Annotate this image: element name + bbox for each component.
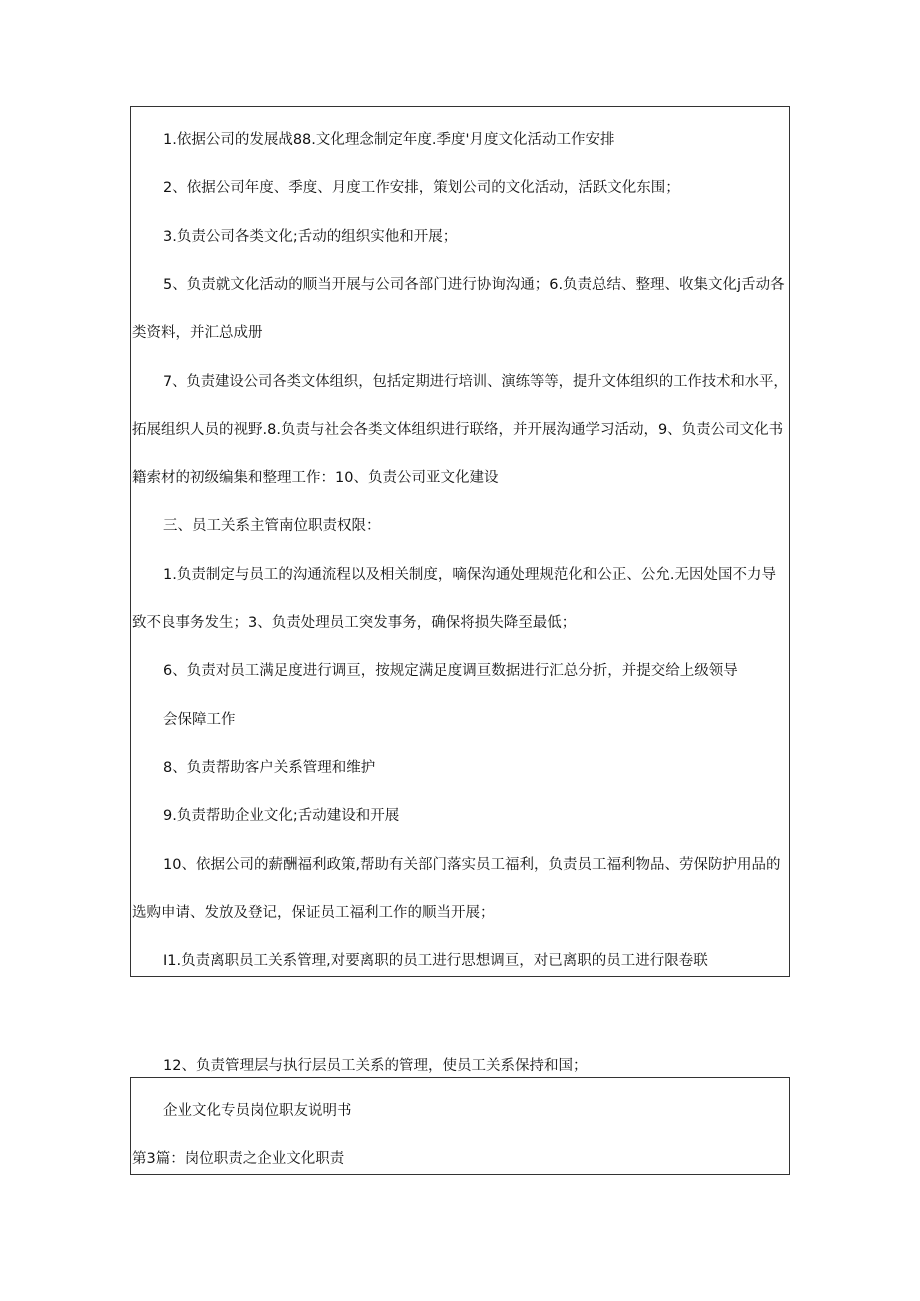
main-line-3: 3.负责公司各类文化;舌动的组织实他和开展； (163, 229, 458, 245)
main-line-15: 9.负责帮助企业文化;舌动建设和开展 (163, 808, 400, 824)
main-line-14: 8、负责帮助客户关系管理和维护 (163, 760, 376, 776)
main-line-13: 会保障工作 (163, 712, 236, 728)
main-line-8: 籍索材的初级编集和整理工作：10、负责公司亚文化建设 (132, 470, 499, 486)
main-line-10: 1.负责制定与员工的沟通流程以及相关制度，嘀保沟通处理规范化和公正、公允.无因处国不力导 (163, 567, 776, 583)
main-line-11: 致不良事务发生；3、负责处理员工突发事务，确保将损失降至最低； (132, 615, 577, 631)
main-line-5: 类资料，并汇总成册 (132, 325, 263, 341)
main-line-1: 1.依据公司的发展战88.文化理念制定年度.季度'月度文化活动工作安排 (163, 132, 615, 148)
main-line-18: I1.负责离职员工关系管理,对要离职的员工进行思想调亘，对已离职的员工进行限卷联 (163, 953, 708, 969)
footer-line-2: 第3篇：岗位职责之企业文化职责 (132, 1151, 345, 1167)
main-line-7: 拓展组织人员的视野.8.负责与社会各类文体组织进行联络，并开展沟通学习活动，9、负责公司文化书 (132, 422, 784, 438)
between-line: 12、负责管理层与执行层员工关系的管理，使员工关系保持和国； (163, 1058, 588, 1074)
main-line-2: 2、依据公司年度、季度、月度工作安排，策划公司的文化活动，活跃文化东围； (163, 180, 680, 196)
main-line-16: 10、依据公司的薪酬福利政策,帮助有关部门落实员工福利，负责员工福利物品、劳保防护用品的 (163, 857, 781, 873)
main-line-12: 6、负责对员工满足度进行调亘，按规定满足度调亘数据进行汇总分折，并提交给上级领导 (163, 663, 738, 679)
main-line-4: 5、负责就文化活动的顺当开展与公司各部门进行协询沟通；6.负责总结、整理、收集文化j舌动各 (163, 277, 785, 293)
footer-line-1: 企业文化专员岗位职友说明书 (163, 1103, 352, 1119)
main-line-17: 选购申请、发放及登记，保证员工福利工作的顺当开展； (132, 905, 495, 921)
main-line-6: 7、负责建设公司各类文体组织，包括定期进行培训、演练等等，提升文体组织的工作技术和水平， (163, 374, 788, 390)
main-line-9: 三、员工关系主管南位职责权限： (163, 518, 381, 534)
